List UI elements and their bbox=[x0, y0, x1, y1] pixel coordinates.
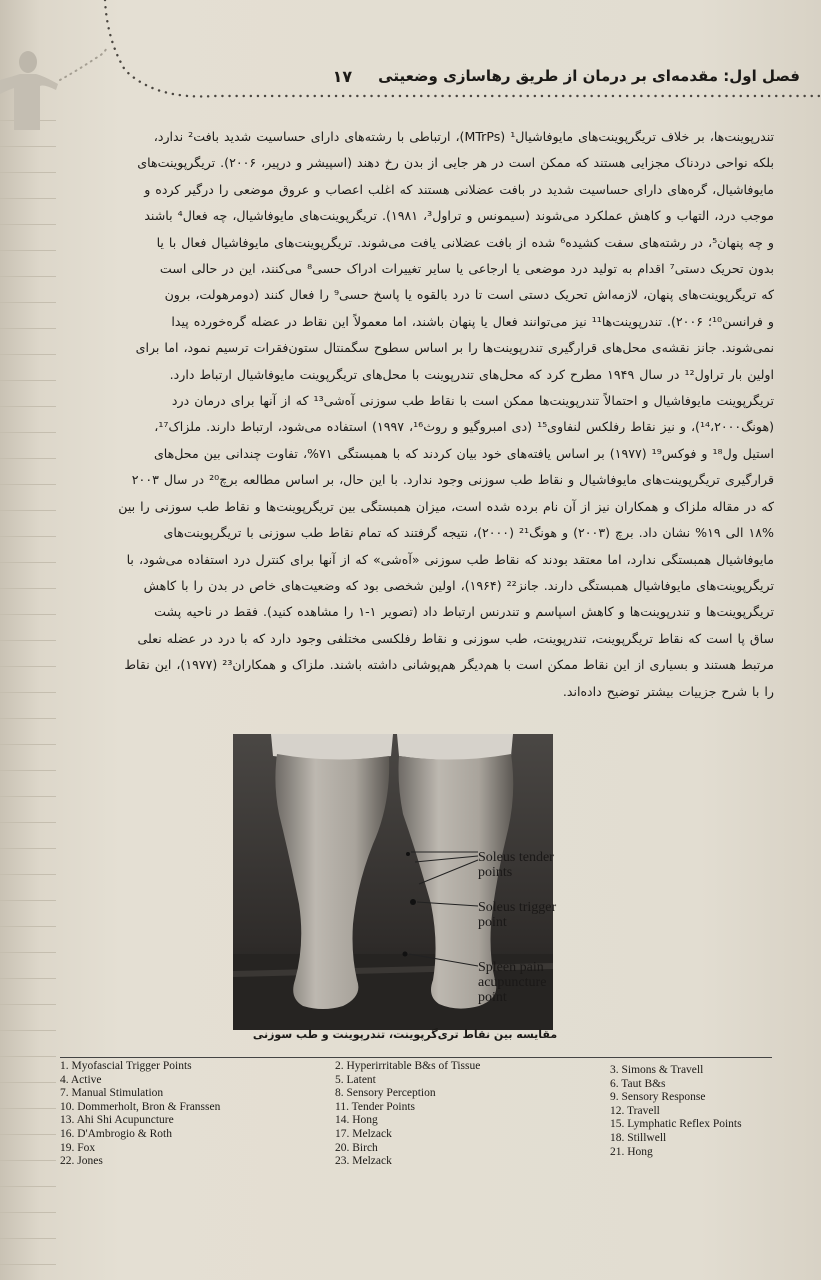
body-line: ۱۸% الی ۱۹% نشان داد. برچ (۲۰۰۳) و هونگ²¹ (۲۰۰۰)، نتیجه گرفتند که تمام نقاط طب سوزنی با تریگرپوینت‌های bbox=[163, 525, 774, 541]
footnote-item: 3. Simons & Travell bbox=[610, 1064, 704, 1076]
running-header bbox=[150, 62, 800, 90]
body-line: قرارگیری تریگرپوینت‌های مایوفاشیال و نقاط طب سوزنی وجود ندارد. با این حال، بر اساس مطالعه برچ²⁰ در سال ۲۰۰۳ bbox=[131, 472, 774, 488]
chapter-title: فصل اول: مقدمه‌ای بر درمان از طریق رهاسازی وضعیتی bbox=[378, 67, 800, 85]
footnote-item: 22. Jones bbox=[60, 1155, 103, 1168]
ruled-line bbox=[0, 1212, 56, 1213]
footnote-item: 9. Sensory Response bbox=[610, 1091, 706, 1104]
body-line: بلکه نواحی دردناک مجزایی هستند که ممکن است در هر جایی از بدن رخ دهند (اسپیشر و درپیر، ۲۰۰۶). تریگرپوینت‌های bbox=[137, 155, 774, 171]
ruled-line bbox=[0, 1134, 56, 1135]
ruled-line bbox=[0, 952, 56, 953]
footnote-item: 10. Dommerholt, Bron & Franssen bbox=[60, 1100, 221, 1113]
footnote-item: 7. Manual Stimulation bbox=[60, 1087, 164, 1100]
footnote-item: 20. Birch bbox=[335, 1141, 378, 1154]
ruled-line bbox=[0, 1056, 56, 1057]
ruled-line bbox=[0, 1030, 56, 1031]
ruled-line bbox=[0, 640, 56, 641]
footnote-item: 11. Tender Points bbox=[335, 1100, 416, 1113]
ruled-line bbox=[0, 770, 56, 771]
ruled-line bbox=[0, 406, 56, 407]
ruled-line bbox=[0, 588, 56, 589]
body-line: که در مقاله ملزاک و همکاران نیز از آن نام برده شده است، میزان همبستگی بین تریگرپوینت‌ها و نقاط طب سوزنی را بین bbox=[118, 498, 774, 514]
footnote-item: 15. Lymphatic Reflex Points bbox=[610, 1118, 742, 1131]
body-line: مایوفاشیال همبستگی ندارد، اما معتقد بودند که نقاط طب سوزنی «آه‌شی» که از آنها برای کنترل درد استفاده می‌شود، با bbox=[126, 551, 774, 567]
ruled-line bbox=[0, 900, 56, 901]
ruled-line bbox=[0, 380, 56, 381]
body-line: نمی‌شوند. جانز نقشه‌ی محل‌های قرارگیری تندرپوینت‌ها را بر اساس سطوح سگمنتال ستون‌فقرات ترسیم نمود، اما برای bbox=[135, 340, 774, 356]
label-soleus-tender-points: Soleus tender points bbox=[478, 850, 554, 880]
body-line: استیل ول¹⁸ و فوکس¹⁹ (۱۹۷۷) بر اساس یافته‌های خود بیان کردند که با همبستگی ۷۱%، تفاوت چندانی بین محل‌های bbox=[153, 445, 774, 461]
figure-caption: مقایسه بین نقاط تری‌گرپوینت، تندرپوینت و طب سوزنی bbox=[252, 1028, 558, 1041]
ruled-line bbox=[0, 510, 56, 511]
footnote-item: 2. Hyperirritable B&s of Tissue bbox=[335, 1060, 481, 1072]
footnote-item: 4. Active bbox=[60, 1073, 102, 1086]
ruled-line bbox=[0, 536, 56, 537]
ruled-line bbox=[0, 328, 56, 329]
footnote-item: 5. Latent bbox=[335, 1073, 376, 1086]
body-line: تریگرپوینت‌ها و تندرپوینت‌ها و کاهش اسپاسم و تندرنس ارتباط داد (تصویر ۱-۱ را مشاهده کنید). فقط در ناحیه پشت bbox=[154, 604, 774, 620]
body-line: تریگرپوینت‌های مایوفاشیال همبستگی دارند. جانز²² (۱۹۶۴)، اولین شخصی بود که وضعیت‌های خاص در بدن را با کاهش bbox=[143, 577, 774, 593]
footnote-item: 18. Stillwell bbox=[610, 1131, 667, 1144]
ruled-line bbox=[0, 172, 56, 173]
footnote-item: 13. Ahi Shi Acupuncture bbox=[60, 1114, 174, 1127]
ruled-line bbox=[0, 198, 56, 199]
ruled-line bbox=[0, 796, 56, 797]
body-line: مایوفاشیال، گره‌های دارای حساسیت شدید در بافت عضلانی هستند که اغلب اعصاب و عروق موضعی را درگیر کرده و bbox=[144, 181, 774, 197]
body-line: تریگرپوینت مایوفاشیال و احتمالاً تندرپوینت‌ها ممکن است با نقاط طب سوزنی آه‌شی¹³ که از آنها برای درمان درد bbox=[171, 393, 774, 409]
body-line: مرتبط هستند و بسیاری از این نقاط ممکن است با هم‌دیگر هم‌پوشانی داشته باشند. ملزاک و همکاران²³ (۱۹۷۷)، این نقاط bbox=[124, 657, 774, 673]
footnote-item: 17. Melzack bbox=[335, 1127, 392, 1140]
footnote-item: 1. Myofascial Trigger Points bbox=[60, 1060, 192, 1072]
ruled-line bbox=[0, 276, 56, 277]
footnote-item: 23. Melzack bbox=[335, 1155, 392, 1168]
ruled-line bbox=[0, 1082, 56, 1083]
ruled-line bbox=[0, 1238, 56, 1239]
ruled-line bbox=[0, 562, 56, 563]
ruled-line bbox=[0, 432, 56, 433]
footnote-divider bbox=[60, 1057, 772, 1058]
body-line: (هونگ¹⁴،۲۰۰۰)، و نیز نقاط رفلکس لنفاوی¹⁵ (دی امبروگیو و روث¹⁶، ۱۹۹۷) استفاده می‌شود، ارتباط دارند. ملزاک¹⁷، bbox=[154, 419, 774, 435]
ruled-line bbox=[0, 1004, 56, 1005]
ruled-line bbox=[0, 1186, 56, 1187]
ruled-line bbox=[0, 926, 56, 927]
ruled-line bbox=[0, 744, 56, 745]
page-number: ۱۷ bbox=[332, 66, 353, 86]
body-paragraph bbox=[70, 124, 774, 705]
body-line: اولین بار تراول¹² در سال ۱۹۴۹ مطرح کرد که محل‌های تندرپوینت با محل‌های تریگرپوینت مایوفاشیال ارتباط دارد. bbox=[169, 366, 774, 382]
label-soleus-trigger-point: Soleus trigger point bbox=[478, 900, 557, 930]
body-line: ساق پا است که نقاط تریگرپوینت، تندرپوینت، طب سوزنی و نقاط رفلکسی مختلفی وجود دارد که با درد در عضله نعلی bbox=[137, 630, 774, 646]
ruled-line bbox=[0, 1108, 56, 1109]
footnote-column-3 bbox=[610, 1064, 742, 1159]
footnote-item: 8. Sensory Perception bbox=[335, 1087, 436, 1100]
footnote-item: 19. Fox bbox=[60, 1141, 96, 1154]
footnote-item: 6. Taut B&s bbox=[610, 1077, 666, 1090]
footnote-item: 21. Hong bbox=[610, 1145, 653, 1158]
ruled-line bbox=[0, 666, 56, 667]
footnote-item: 16. D'Ambrogio & Roth bbox=[60, 1127, 172, 1140]
ruled-line bbox=[0, 692, 56, 693]
ruled-line bbox=[0, 614, 56, 615]
ruled-line bbox=[0, 1160, 56, 1161]
ruled-margin-lines bbox=[0, 120, 60, 1280]
footnote-column-1 bbox=[60, 1060, 220, 1169]
body-line: تندرپوینت‌ها، بر خلاف تریگرپوینت‌های مایوفاشیال¹ (MTrPs)، ارتباطی با رشته‌های دارای حساسیت شدید بافت² ندارد، bbox=[153, 129, 774, 144]
ruled-line bbox=[0, 718, 56, 719]
ruled-line bbox=[0, 224, 56, 225]
body-line: را با شرح جزییات بیشتر توضیح داده‌اند. bbox=[562, 683, 774, 699]
body-line: بدون تحریک دستی⁷ اقدام به تولید درد موضعی یا ارجاعی یا سایر تغییرات ادراک حسی⁸ می‌کنند، این در حالی است bbox=[159, 261, 774, 277]
ruled-line bbox=[0, 822, 56, 823]
body-line: و چه پنهان⁵، در رشته‌های سفت کشیده⁶ شده از بافت عضلانی یافت می‌شوند. تریگرپوینت‌های مایوفاشیال فعال با یا bbox=[156, 234, 774, 250]
ruled-line bbox=[0, 250, 56, 251]
footnote-column-2 bbox=[335, 1060, 480, 1169]
footnote-item: 12. Travell bbox=[610, 1104, 660, 1117]
dotted-border-decoration bbox=[95, 0, 821, 110]
footnote-item: 14. Hong bbox=[335, 1114, 378, 1127]
ruled-line bbox=[0, 302, 56, 303]
ruled-line bbox=[0, 354, 56, 355]
ruled-line bbox=[0, 484, 56, 485]
ruled-line bbox=[0, 874, 56, 875]
body-line: که تریگرپوینت‌های پنهان، لازمه‌اش تحریک دستی است تا درد بالقوه یا پاسخ حسی⁹ را فعال کنند (دومرهولت، برون bbox=[164, 287, 774, 303]
ruled-line bbox=[0, 458, 56, 459]
body-line: موجب درد، التهاب و کاهش عملکرد می‌شوند (سیمونس و تراول³، ۱۹۸۱). تریگرپوینت‌های مایوفاشیال، چه فعال⁴ باشند bbox=[144, 208, 774, 224]
human-figure-icon bbox=[0, 40, 110, 130]
body-line: و فرانسن¹⁰؛ ۲۰۰۶). تندرپوینت‌ها¹¹ نیز می‌توانند فعال یا پنهان باشند، اما معمولاً این نقاط در عضله گره‌خورده پیدا bbox=[171, 313, 774, 329]
ruled-line bbox=[0, 1264, 56, 1265]
ruled-line bbox=[0, 978, 56, 979]
label-spleen-pain-acupuncture: Spleen pain acupuncture point bbox=[478, 960, 547, 1005]
ruled-line bbox=[0, 146, 56, 147]
ruled-line bbox=[0, 848, 56, 849]
